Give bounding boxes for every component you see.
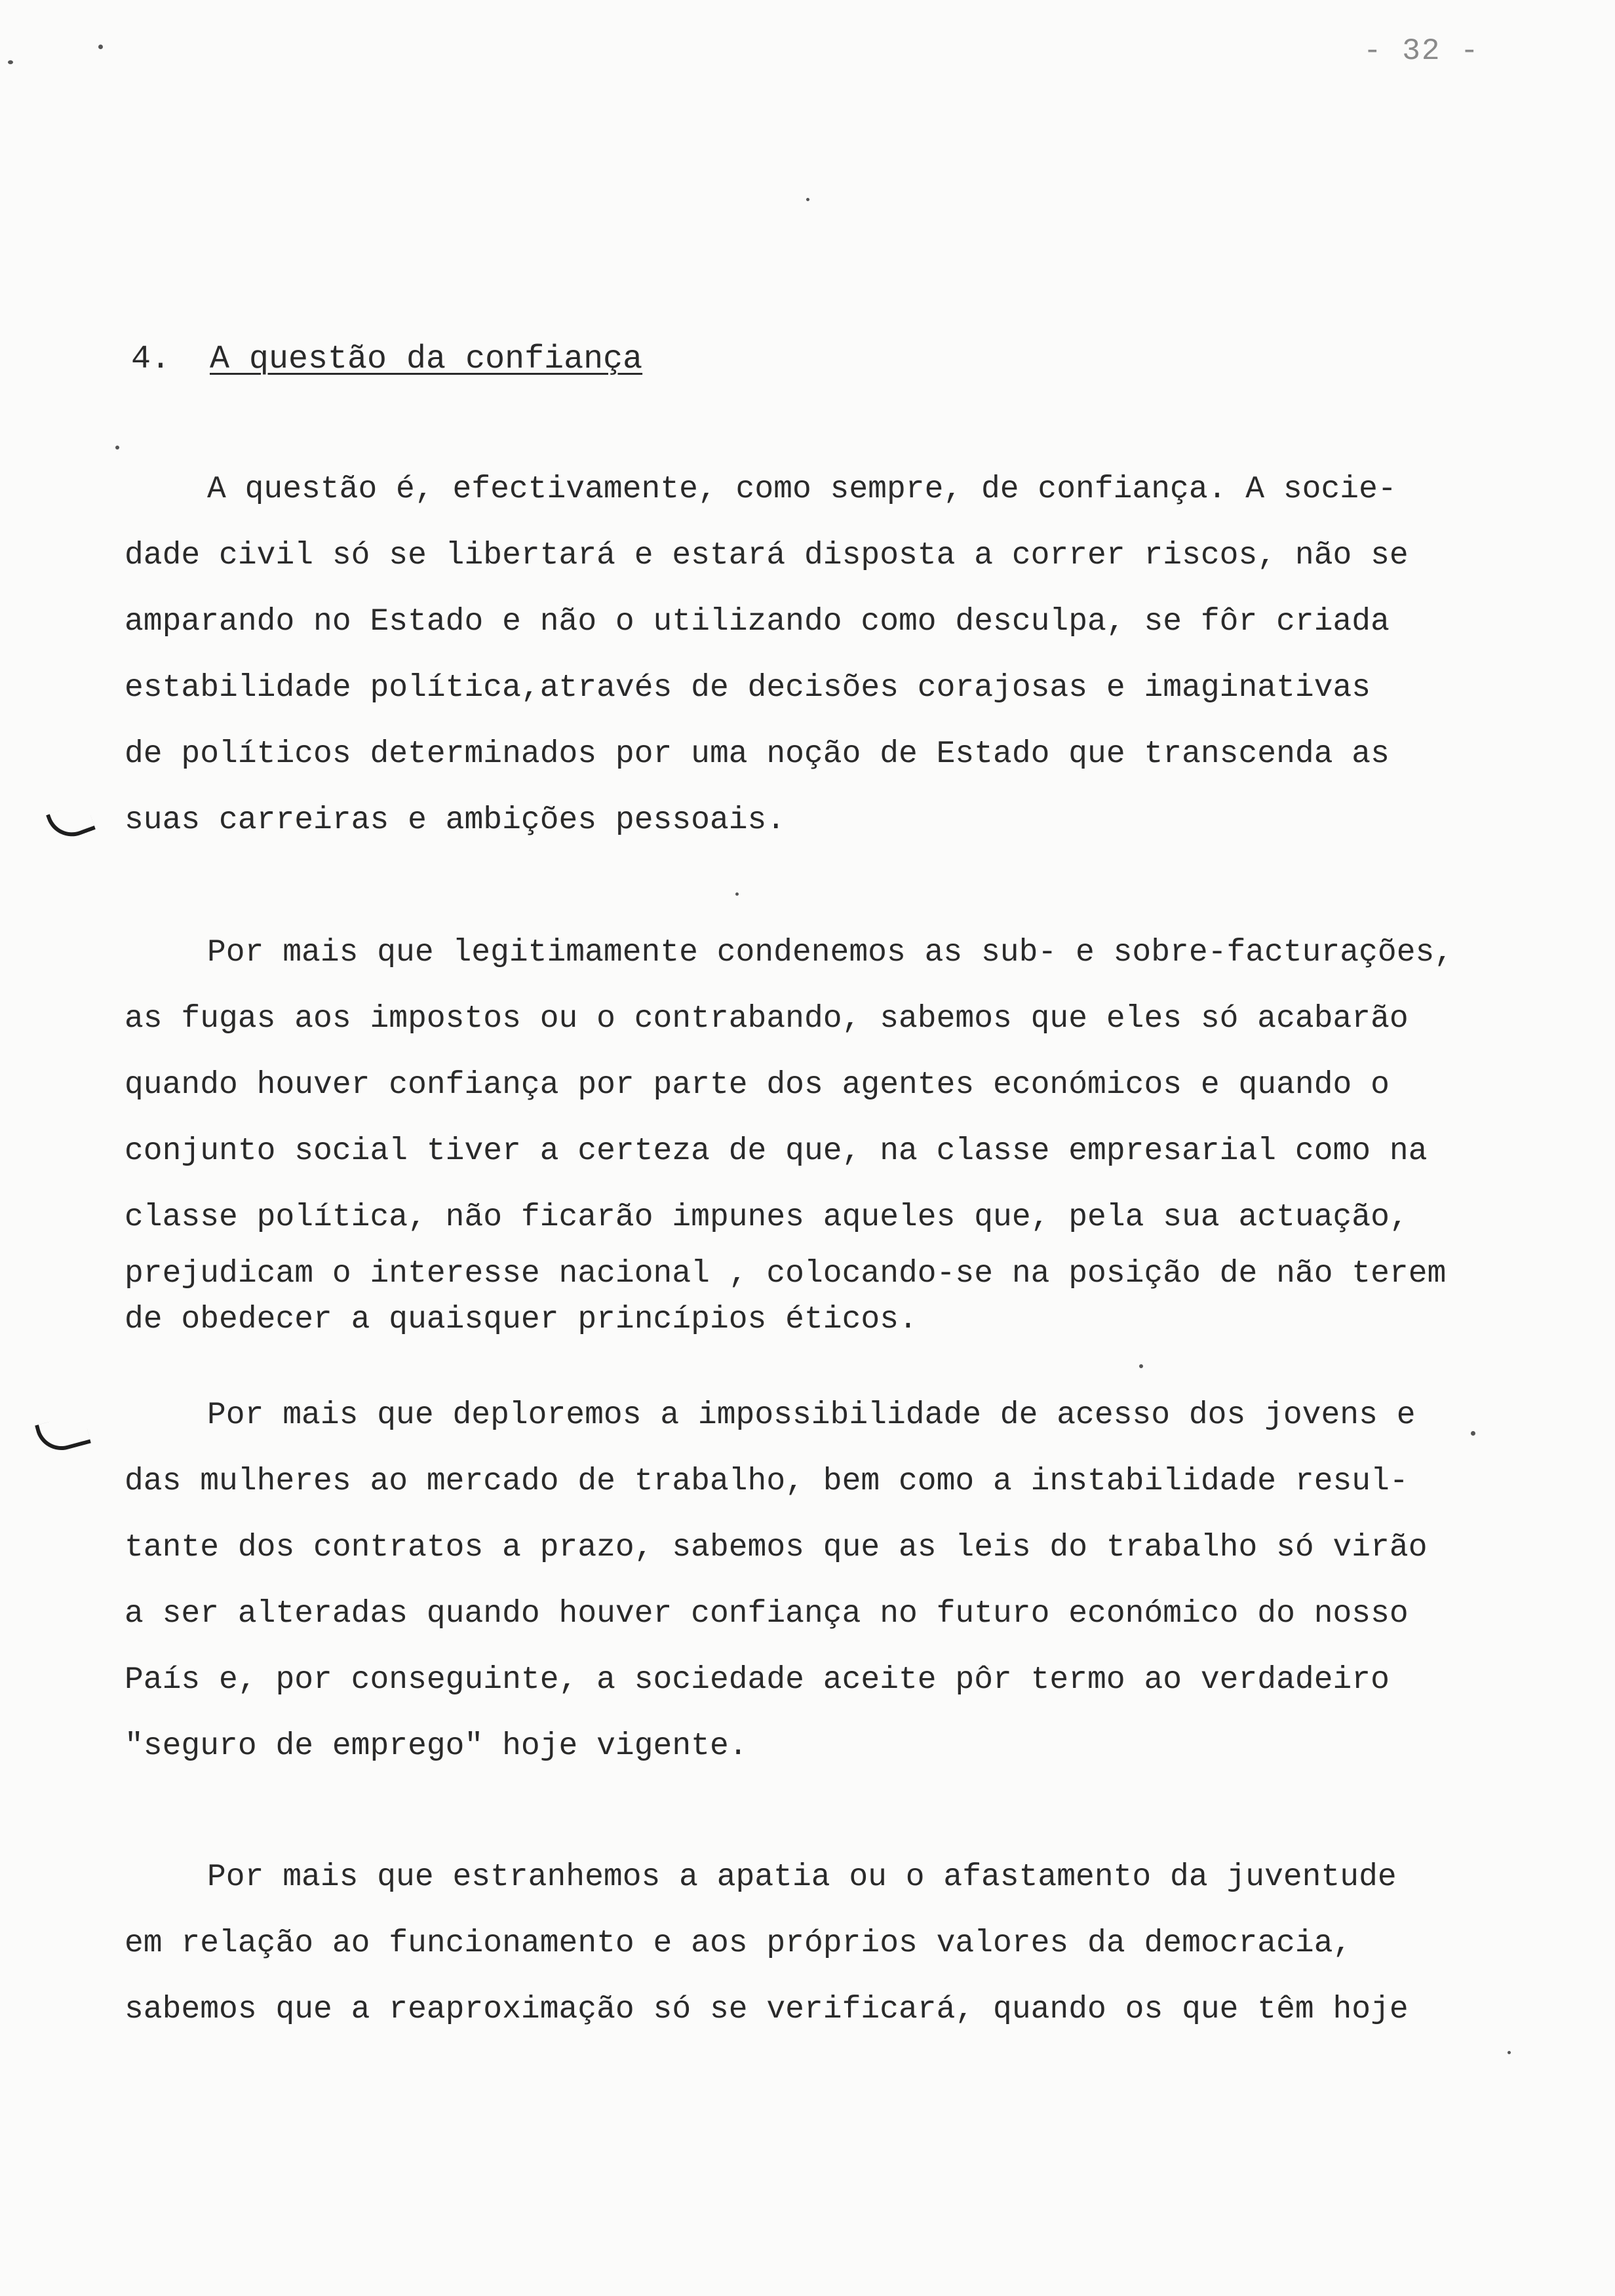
section-title: A questão da confiança	[210, 341, 643, 378]
paragraph-line: estabilidade política,através de decisões corajosas e imaginativas	[125, 670, 1371, 706]
paragraph-line: quando houver confiança por parte dos agentes económicos e quando o	[125, 1067, 1390, 1103]
scan-speck	[1139, 1364, 1143, 1368]
section-heading	[131, 341, 642, 378]
section-number: 4.	[131, 341, 171, 378]
paragraph-2	[125, 920, 1501, 1343]
paragraph-line: Por mais que deploremos a impossibilidade de acesso dos jovens e	[207, 1398, 1416, 1433]
margin-mark	[46, 801, 96, 843]
paragraph-line: Por mais que legitimamente condenemos as sub- e sobre-facturações,	[207, 935, 1454, 970]
paragraph-line: suas carreiras e ambições pessoais.	[125, 803, 786, 838]
paragraph-line: "seguro de emprego" hoje vigente.	[125, 1729, 748, 1764]
scan-speck	[98, 45, 103, 49]
paragraph-line: sabemos que a reaproximação só se verificará, quando os que têm hoje	[125, 1992, 1409, 2027]
paragraph-1	[125, 457, 1501, 854]
paragraph-line: a ser alteradas quando houver confiança no futuro económico do nosso	[125, 1596, 1409, 1632]
paragraph-line: Por mais que estranhemos a apatia ou o afastamento da juventude	[207, 1860, 1397, 1895]
scan-speck	[8, 60, 13, 64]
scan-speck	[1471, 1431, 1475, 1436]
paragraph-line: as fugas aos impostos ou o contrabando, sabemos que eles só acabarão	[125, 1001, 1409, 1037]
page-number: - 32 -	[1363, 34, 1480, 68]
paragraph-3	[125, 1383, 1501, 1780]
paragraph-line: amparando no Estado e não o utilizando como desculpa, se fôr criada	[125, 604, 1390, 640]
paragraph-line: em relação ao funcionamento e aos próprios valores da democracia,	[125, 1926, 1352, 1961]
scan-speck	[1508, 2051, 1511, 2054]
paragraph-line: A questão é, efectivamente, como sempre, de confiança. A socie-	[207, 472, 1397, 507]
paragraph-line: de políticos determinados por uma noção de Estado que transcenda as	[125, 737, 1390, 772]
scan-speck	[115, 446, 119, 450]
paragraph-line: classe política, não ficarão impunes aqueles que, pela sua actuação,	[125, 1200, 1409, 1235]
margin-mark	[35, 1413, 91, 1456]
scan-speck	[735, 892, 739, 896]
paragraph-line: País e, por conseguinte, a sociedade aceite pôr termo ao verdadeiro	[125, 1662, 1390, 1698]
paragraph-line: dade civil só se libertará e estará disposta a correr riscos, não se	[125, 538, 1409, 573]
paragraph-line: prejudicam o interesse nacional , colocando-se na posição de não terem	[125, 1256, 1447, 1292]
paragraph-line: das mulheres ao mercado de trabalho, bem como a instabilidade resul-	[125, 1464, 1409, 1499]
paragraph-line: tante dos contratos a prazo, sabemos que as leis do trabalho só virão	[125, 1530, 1428, 1565]
paragraph-4	[125, 1845, 1501, 2043]
scan-speck	[806, 198, 809, 201]
paragraph-line: conjunto social tiver a certeza de que, na classe empresarial como na	[125, 1134, 1428, 1169]
paragraph-line: de obedecer a quaisquer princípios éticos.	[125, 1302, 918, 1337]
